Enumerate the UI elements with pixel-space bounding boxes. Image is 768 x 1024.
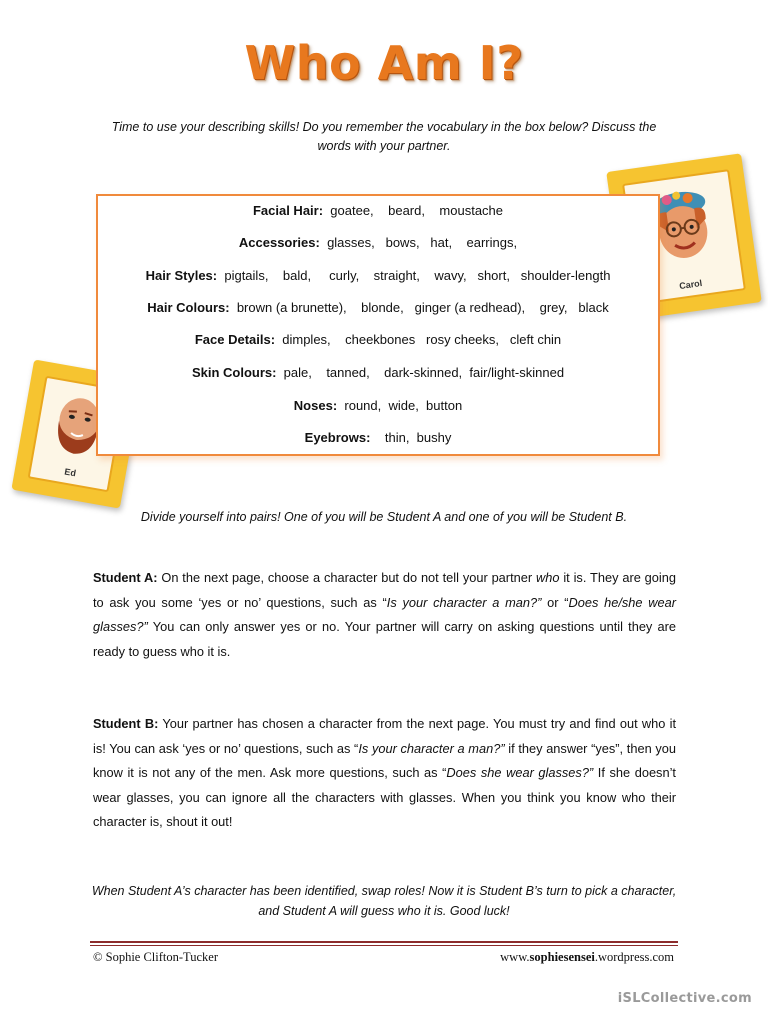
vocab-words: pale, tanned, dark-skinned, fair/light-skinned <box>276 365 565 380</box>
student-a-text: it is. They are going to ask you some ‘yes or no’ questions, such as “ <box>93 570 676 610</box>
card-name-ed: Ed <box>63 466 77 479</box>
vocab-words: glasses, bows, hat, earrings, <box>319 235 518 250</box>
student-b-paragraph <box>93 712 676 835</box>
intro-text: Time to use your describing skills! Do you remember the vocabulary in the box below? Discuss the words with your partner. <box>111 120 657 153</box>
islcollective-watermark: iSLCollective.com <box>617 991 752 1006</box>
student-a-label: Student A: <box>93 570 158 585</box>
vocab-label: Face Details: <box>194 332 276 347</box>
website-suffix: .wordpress.com <box>594 950 674 964</box>
vocab-words: dimples, cheekbones rosy cheeks, cleft chin <box>275 332 562 347</box>
pairs-instruction: Divide yourself into pairs! One of you will be Student A and one of you will be Student B. <box>140 510 628 524</box>
vocab-row-hair-styles <box>98 268 658 283</box>
student-b-text: Your partner has chosen a character from the next page. You must try and find out who it is! You can ask ‘yes or no’ questions, such as “ <box>93 716 677 756</box>
vocab-row-noses <box>98 398 658 413</box>
vocab-row-hair-colours <box>98 300 658 315</box>
student-b-example-question: Is your character a man?” <box>358 740 505 756</box>
student-a-example-question: Does he/she wear glasses?” <box>93 594 676 634</box>
vocab-words: round, wide, button <box>337 398 463 413</box>
student-a-example-question: Is your character a man?” <box>386 594 542 610</box>
student-a-text: or “ <box>541 594 569 610</box>
vocab-row-face-details <box>98 332 658 347</box>
vocab-label: Noses: <box>293 398 338 413</box>
vocab-row-eyebrows <box>98 430 658 445</box>
vocab-words: pigtails, bald, curly, straight, wavy, short, shoulder-length <box>217 268 611 283</box>
vocab-row-skin-colours <box>98 365 658 380</box>
student-a-emphasis: who <box>535 570 560 585</box>
copyright-text: © Sophie Clifton-Tucker <box>93 950 219 964</box>
vocabulary-box <box>96 194 660 456</box>
vocab-label: Skin Colours: <box>191 365 277 380</box>
vocab-words: goatee, beard, moustache <box>323 203 504 218</box>
vocab-label: Hair Styles: <box>145 268 218 283</box>
footer-rule <box>90 941 678 943</box>
vocab-label: Accessories: <box>238 235 320 250</box>
student-b-text: if they answer “yes”, then you know it is not any of the men. Ask more questions, such as “ <box>93 740 676 780</box>
page-title: Who Am I? <box>244 36 524 90</box>
closing-instruction: When Student A’s character has been identified, swap roles! Now it is Student B’s turn to pick a character, and Student A will guess who it is. Good luck! <box>91 884 677 918</box>
student-a-text: You can only answer yes or no. Your partner will carry on asking questions until they are ready to guess who it is. <box>93 619 676 659</box>
student-a-text: On the next page, choose a character but do not tell your partner <box>157 570 536 585</box>
vocab-row-accessories <box>98 235 658 250</box>
vocab-label: Hair Colours: <box>147 300 230 315</box>
vocab-label: Facial Hair: <box>252 203 324 218</box>
website-name: sophiesensei <box>529 950 595 964</box>
vocab-label: Eyebrows: <box>304 430 371 445</box>
card-name-carol: Carol <box>678 277 703 292</box>
vocab-words: brown (a brunette), blonde, ginger (a redhead), grey, black <box>229 300 609 315</box>
vocab-row-facial-hair <box>98 203 658 218</box>
website-link[interactable] <box>500 950 674 965</box>
website-prefix: www. <box>500 950 530 964</box>
vocab-words: thin, bushy <box>370 430 452 445</box>
student-b-label: Student B: <box>93 716 159 731</box>
footer-rule <box>90 945 678 946</box>
student-a-paragraph <box>93 566 676 664</box>
student-b-example-question: Does she wear glasses?” <box>446 765 594 780</box>
student-b-text: If she doesn’t wear glasses, you can ignore all the characters with glasses. When you think you know who their character is, shout it out! <box>93 765 676 829</box>
